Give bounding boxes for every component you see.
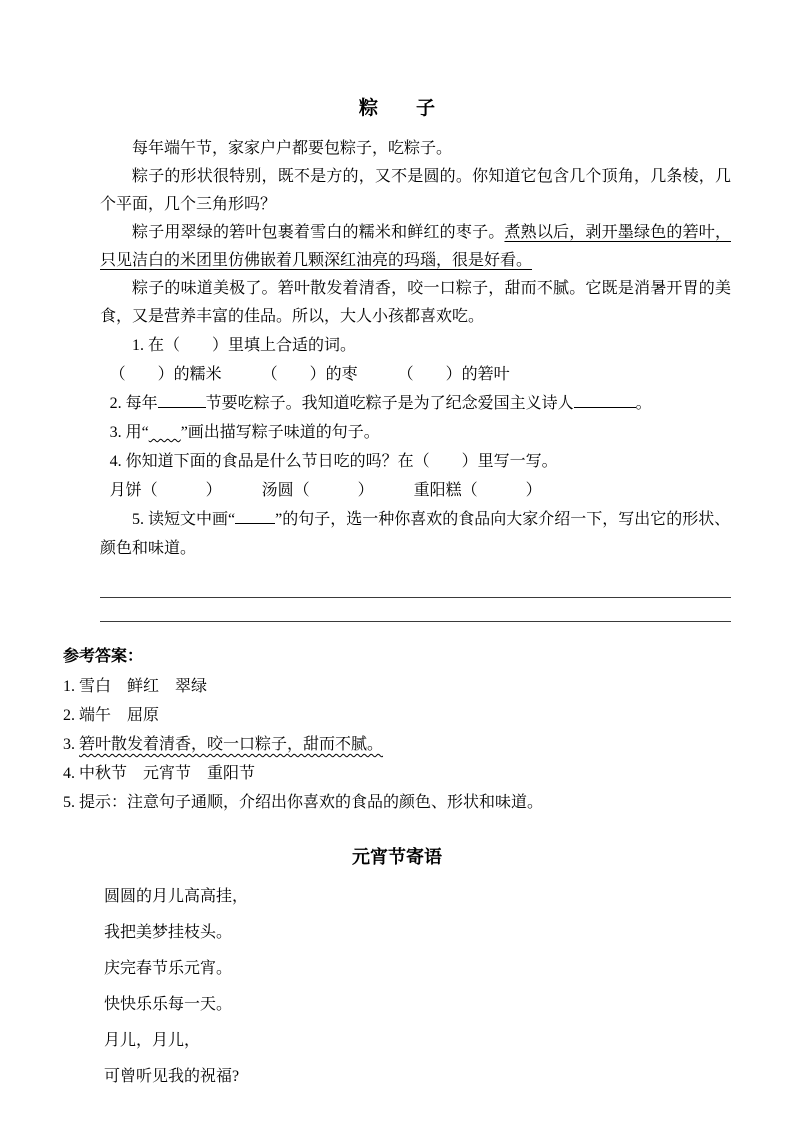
essay-title: 粽 子 (358, 98, 435, 119)
straight-line-symbol (235, 509, 275, 524)
question-3 (100, 418, 731, 447)
writing-line-2 (100, 621, 731, 622)
answer-2: 2. 端午 屈原 (63, 707, 160, 724)
underlined-sentence: 煮熟以后，剥开墨绿色的箬叶，只见洁白的米团里仿佛嵌着几颗深红油亮的玛瑙，很是好看。 (100, 224, 731, 269)
question-2-text-c: 。 (635, 395, 652, 412)
answer-1: 1. 雪白 鲜红 翠绿 (63, 678, 208, 695)
question-2-text-b: 节要吃粽子。我知道吃粽子是为了纪念爱国主义诗人 (205, 395, 574, 412)
question-4: 4. 你知道下面的食品是什么节日吃的吗？在（ ）里写一写。 (109, 453, 558, 470)
poem-section (104, 879, 731, 1095)
poem-line-2: 我把美梦挂枝头。 (104, 924, 233, 941)
essay-paragraph-1: 每年端午节，家家户户都要包粽子，吃粽子。 (132, 140, 453, 157)
poem-title: 元宵节寄语 (352, 847, 442, 867)
question-5 (100, 505, 731, 563)
question-2 (100, 389, 731, 418)
answer-3-number: 3. (63, 736, 79, 753)
answer-5: 5. 提示：注意句子通顺，介绍出你喜欢的食品的颜色、形状和味道。 (63, 794, 544, 811)
question-5-text-b: ”的句子，选一种你喜欢的食品向大家介绍一下，写出它的形状、颜色和味道。 (100, 511, 731, 557)
essay-paragraph-3-text: 粽子用翠绿的箬叶包裹着雪白的糯米和鲜红的枣子。 (132, 224, 505, 241)
essay-section (100, 135, 731, 563)
question-3-text-a: 3. 用“ (109, 424, 149, 441)
question-4-options: 月饼（ ） 汤圆（ ） 重阳糕（ ） (109, 482, 542, 499)
answer-4: 4. 中秋节 元宵节 重阳节 (63, 765, 256, 782)
question-1: 1. 在（ ）里填上合适的词。 (132, 337, 357, 354)
wavy-line-symbol (149, 424, 181, 441)
answer-key-heading: 参考答案： (63, 648, 144, 665)
answer-3-wavy-sentence: 箬叶散发着清香，咬一口粽子，甜而不腻。 (79, 736, 384, 753)
poem-line-5: 月儿，月儿， (104, 1032, 201, 1049)
writing-line-1 (100, 597, 731, 598)
fill-in-blank (158, 393, 206, 408)
poem-line-3: 庆完春节乐元宵。 (104, 960, 233, 977)
question-5-text-a: 5. 读短文中画“ (132, 511, 236, 528)
essay-paragraph-4: 粽子的味道美极了。箬叶散发着清香，咬一口粽子，甜而不腻。它既是消暑开胃的美食，又是营养丰富的佳品。所以，大人小孩都喜欢吃。 (100, 280, 731, 325)
essay-paragraph-2: 粽子的形状很特别，既不是方的，又不是圆的。你知道它包含几个顶角，几条棱，几个平面，几个三角形吗？ (100, 168, 731, 213)
answer-key-section (63, 642, 731, 817)
essay-paragraph-3 (100, 219, 731, 275)
fill-in-blank (574, 393, 636, 408)
question-1-options: （ ）的糯米 （ ）的枣 （ ）的箬叶 (109, 366, 510, 383)
question-2-text-a: 2. 每年 (109, 395, 158, 412)
poem-line-1: 圆圆的月儿高高挂， (104, 888, 249, 905)
poem-line-6: 可曾听见我的祝福? (104, 1068, 240, 1085)
poem-line-4: 快快乐乐每一天。 (104, 996, 233, 1013)
answer-3 (63, 730, 731, 759)
answer-writing-lines (100, 597, 731, 622)
question-3-text-b: ”画出描写粽子味道的句子。 (180, 424, 380, 441)
